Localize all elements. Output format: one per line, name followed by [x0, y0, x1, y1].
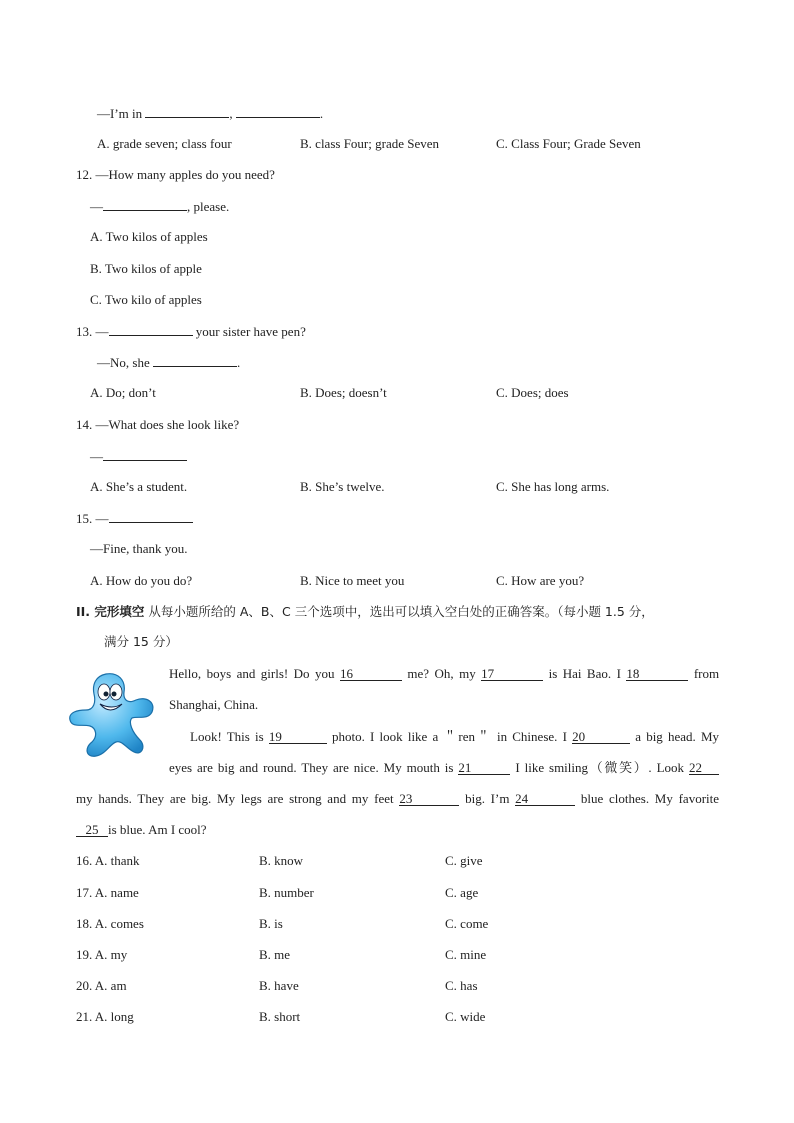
- q16-option-a[interactable]: 16. A. thank: [76, 853, 140, 868]
- q13-blank-1[interactable]: [109, 323, 193, 336]
- q21-option-a[interactable]: 21. A. long: [76, 1009, 134, 1024]
- q20-option-b[interactable]: B. have: [259, 978, 299, 993]
- blank-18[interactable]: 18: [626, 667, 688, 681]
- q12-question: 12. —How many apples do you need?: [76, 167, 275, 182]
- q13-answer-line: —No, she .: [97, 355, 241, 370]
- blank-22[interactable]: 22: [689, 761, 719, 775]
- q21-option-c[interactable]: C. wide: [445, 1009, 486, 1024]
- blank-20[interactable]: 20: [572, 730, 630, 744]
- q13-option-b[interactable]: B. Does; doesn’t: [300, 385, 387, 400]
- passage-line-1: Hello, boys and girls! Do you 16 me? Oh, my 17 is Hai Bao. I 18 from: [169, 666, 720, 681]
- q14-answer-line: —: [90, 448, 187, 465]
- q19-option-c[interactable]: C. mine: [445, 947, 487, 962]
- blank-19[interactable]: 19: [269, 730, 327, 744]
- q11-option-a[interactable]: A. grade seven; class four: [97, 136, 232, 151]
- q12-blank[interactable]: [103, 198, 187, 211]
- q11-answer-line: —I’m in , .: [97, 106, 324, 121]
- q13-question: 13. — your sister have pen?: [76, 324, 306, 339]
- q15-option-b[interactable]: B. Nice to meet you: [300, 573, 405, 588]
- passage-line-5: my hands. They are big. My legs are strong and my feet 23 big. I’m 24 blue clothes. My favorite: [76, 791, 720, 806]
- q11-blank-2[interactable]: [236, 105, 320, 118]
- q14-option-b[interactable]: B. She’s twelve.: [300, 479, 385, 494]
- q17-option-a[interactable]: 17. A. name: [76, 885, 139, 900]
- q16-option-b[interactable]: B. know: [259, 853, 304, 868]
- q12-answer-line: — , please.: [90, 199, 230, 214]
- blank-21[interactable]: 21: [458, 761, 510, 775]
- q14-question: 14. —What does she look like?: [76, 417, 240, 432]
- q20-option-c[interactable]: C. has: [445, 978, 478, 993]
- q18-option-b[interactable]: B. is: [259, 916, 283, 931]
- q11-option-b[interactable]: B. class Four; grade Seven: [300, 136, 440, 151]
- q11-option-c[interactable]: C. Class Four; Grade Seven: [496, 136, 641, 151]
- q19-option-b[interactable]: B. me: [259, 947, 291, 962]
- section-2-heading: [76, 604, 654, 620]
- q15-option-a[interactable]: A. How do you do?: [90, 573, 193, 588]
- haibao-mascot-icon: [66, 670, 160, 762]
- q15-answer: —Fine, thank you.: [90, 541, 188, 556]
- q12-option-c[interactable]: C. Two kilo of apples: [90, 292, 202, 307]
- q20-option-a[interactable]: 20. A. am: [76, 978, 127, 993]
- blank-23[interactable]: 23: [399, 792, 459, 806]
- q11-blank-1[interactable]: [145, 105, 229, 118]
- blank-16[interactable]: 16: [340, 667, 402, 681]
- section-2-instruction: 从每小题所给的 A、B、C 三个选项中，选出可以填入空白处的正确答案。（每小题 1.5 分，: [148, 604, 654, 619]
- q21-option-b[interactable]: B. short: [259, 1009, 301, 1024]
- q12-option-b[interactable]: B. Two kilos of apple: [90, 261, 202, 276]
- q15-blank[interactable]: [109, 510, 193, 523]
- q18-option-a[interactable]: 18. A. comes: [76, 916, 144, 931]
- q15-option-c[interactable]: C. How are you?: [496, 573, 585, 588]
- q15-question: 15. —: [76, 510, 193, 527]
- q18-option-c[interactable]: C. come: [445, 916, 489, 931]
- q13-option-c[interactable]: C. Does; does: [496, 385, 569, 400]
- q13-blank-2[interactable]: [153, 354, 237, 367]
- q17-option-c[interactable]: C. age: [445, 885, 479, 900]
- q14-blank[interactable]: [103, 448, 187, 461]
- blank-25[interactable]: 25: [76, 823, 108, 837]
- passage-line-3: Look! This is 19 photo. I look like a ＂ren＂ in Chinese. I 20 a big head. My: [190, 729, 719, 744]
- section-2-label: II. 完形填空: [76, 604, 145, 619]
- q19-option-a[interactable]: 19. A. my: [76, 947, 128, 962]
- q14-option-a[interactable]: A. She’s a student.: [90, 479, 188, 494]
- blank-24[interactable]: 24: [515, 792, 575, 806]
- q12-option-a[interactable]: A. Two kilos of apples: [90, 229, 208, 244]
- q16-option-c[interactable]: C. give: [445, 853, 483, 868]
- passage-line-2: Shanghai, China.: [169, 697, 259, 712]
- q13-option-a[interactable]: A. Do; don’t: [90, 385, 156, 400]
- passage-line-6: 25 is blue. Am I cool?: [76, 822, 207, 838]
- q17-option-b[interactable]: B. number: [259, 885, 314, 900]
- q14-option-c[interactable]: C. She has long arms.: [496, 479, 610, 494]
- passage-line-4: eyes are big and round. They are nice. My mouth is 21 I like smiling（微笑）. Look 22: [169, 760, 719, 776]
- section-2-instruction-cont: 满分 15 分）: [104, 634, 178, 649]
- blank-17[interactable]: 17: [481, 667, 543, 681]
